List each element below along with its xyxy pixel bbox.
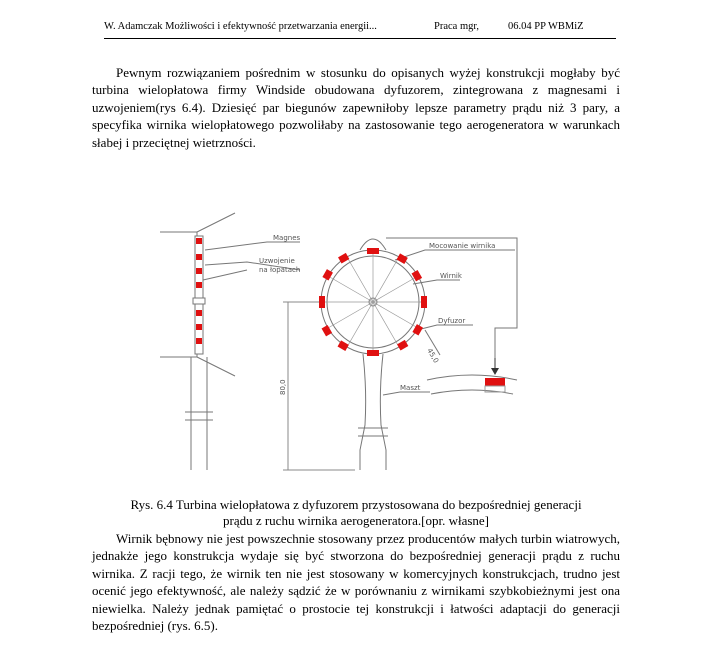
caption-line-1: Rys. 6.4 Turbina wielopłatowa z dyfuzorem przystosowana do bezpośredniej generacji [130,497,582,512]
figure-caption [92,497,620,529]
header-group: 06.04 PP WBMiZ [508,21,584,32]
side-rotor-hub [193,298,205,304]
detail-arrow-head [491,368,499,375]
front-mast-left [360,354,366,470]
leader-dyfuzor [417,325,473,330]
leader-maszt [383,392,430,395]
caption-line-2: prądu z ruchu wirnika aerogeneratora.[opr. własne] [222,513,490,528]
front-mast-flange [358,428,388,436]
label-dim-diameter: 45,0 [425,347,440,365]
paragraph-1: Pewnym rozwiązaniem pośrednim w stosunku do opisanych wyżej konstrukcji mogłaby być turbina wielopłatowa firmy Windside obudowana dyfuzorem, zintegrowana z magnesami i uzwojeniem(rys 6.4). Dziesięć par biegunów zapewniłoby lepsze parametry prądu niż 3 pary, a specyfika wirnika wielopłatowego pozwoliłaby na zastosowanie tego aerogeneratora w warunkach słabej i przeciętnej wietrzności. [92,65,620,150]
leader-mocowanie [395,250,515,260]
side-diffuser-top-flare [197,213,235,232]
side-diffuser-outline [160,232,197,357]
label-uzwojenie: Uzwojenie [259,257,295,265]
label-maszt: Maszt [400,384,421,392]
label-magnes: Magnes [273,234,301,242]
label-wirnik: Wirnik [440,272,462,280]
header-author-title: W. Adamczak Możliwości i efektywność przetwarzania energii... [104,21,377,32]
header-type: Praca mgr, [434,21,480,32]
front-mast-right [380,354,386,470]
label-dim-height: 80,0 [279,379,287,395]
paragraph-2: Wirnik bębnowy nie jest powszechnie stosowany przez producentów małych turbin wiatrowych, jednakże jego konstrukcja wydaje się być stworzona do bezpośredniej generacji prądu z ruchu wirnika. Z racji tego, że wirnik ten nie jest stosowany w komercyjnych konstrukcjach, trudno jest ocenić jego efektywność, ale należy sądzić że w porównaniu z wirnikami szybkobieżnymi jest ona niewielka. Należy jednak pamiętać o prostocie tej konstrukcji i łatwości adaptacji do generacji bezpośredniej (rys. 6.5). [92,531,620,634]
front-rotor-spokes [321,250,425,354]
detail-magnet [485,378,505,386]
dim-height-line [283,302,355,470]
label-na-lopatach: na łopatach [259,266,301,274]
side-rotor-column [195,236,203,354]
label-dyfuzor: Dyfuzor [438,317,466,325]
label-mocowanie: Mocowanie wirnika [429,242,496,250]
page-header [104,20,616,39]
leader-magnes [205,242,300,250]
side-mast [191,357,207,470]
side-diffuser-bottom-flare [197,357,235,376]
turbine-figure [155,210,520,475]
leader-uzwojenie-2 [203,270,247,280]
side-mast-flange [185,412,213,420]
